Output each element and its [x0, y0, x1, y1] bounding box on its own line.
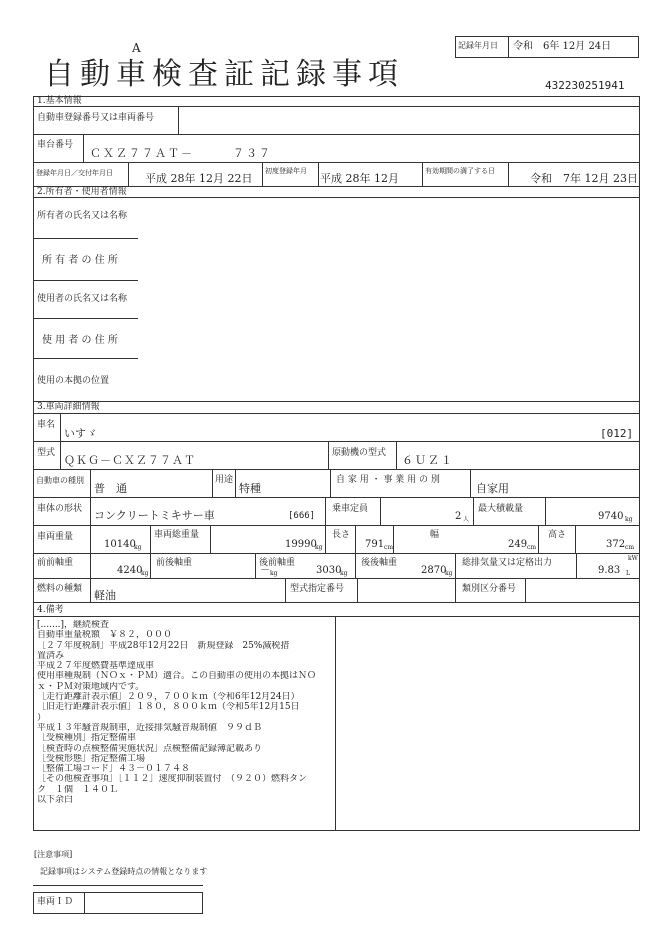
notes-list: [37, 620, 333, 805]
notes-line: ク １個 １４０Ｌ: [37, 784, 119, 795]
vehicle-kind-label: 自動車の種別: [36, 476, 84, 485]
displacement-value: 9.83: [598, 565, 621, 576]
private-business-label: 自 家 用 ・ 事 業 用 の 別: [336, 475, 440, 485]
notes-line: 平成２７年度燃費基準達成車: [37, 661, 155, 672]
chassis-number-value: ＣＸＺ７７ＡＴ－ ７３７: [90, 147, 272, 160]
body-shape-code: [666]: [288, 511, 316, 521]
front-front-axle-label: 前前軸重: [37, 558, 74, 568]
capacity-unit: 人: [463, 516, 470, 523]
model-value: ＱＫＧ－ＣＸＺ７７ＡＴ: [64, 454, 196, 467]
vehicle-weight-label: 車両重量: [37, 532, 74, 542]
page-mark: A: [132, 41, 141, 55]
displacement-unit-l: L: [626, 570, 630, 577]
body-shape-label: 車体の形状: [37, 504, 83, 514]
rear-front-axle-label: 後前軸重: [259, 558, 296, 568]
user-name-label: 使用者の氏名又は名称: [37, 294, 128, 304]
notes-line: ［受検形態］指定整備工場: [37, 753, 146, 764]
vehicle-kind-value: 普 通: [94, 482, 127, 495]
registration-date-value: 平成 28年 12月 22日: [145, 172, 253, 185]
capacity-value: 2: [455, 511, 462, 522]
rear-front-axle-value: 3030: [316, 565, 342, 576]
notes-line: ［走行距離計表示値］２０９，７００ｋｍ（令和6年12月24日）: [37, 692, 300, 703]
length-label: 長さ: [332, 530, 351, 540]
section-notes-heading: 4.備考: [37, 605, 64, 615]
owner-name-label: 所有者の氏名又は名称: [37, 211, 128, 221]
displacement-label: 総排気量又は定格出力: [462, 558, 553, 568]
owner-address-label: 所 有 者 の 住 所: [42, 255, 118, 266]
page-title: 自動車検査証記録事項: [44, 57, 404, 92]
first-registration-value: 平成 28年 12月: [320, 172, 399, 185]
vehicle-weight-value: 10140: [104, 539, 136, 550]
engine-model-value: ６ＵＺ１: [402, 454, 454, 467]
rear-front-axle-unit: kg: [340, 570, 348, 577]
vehicle-weight-unit: kg: [134, 544, 142, 551]
length-unit: cm: [384, 544, 394, 551]
notes-line: [.......]，継続検査: [37, 620, 110, 630]
base-location-label: 使用の本拠の位置: [37, 376, 110, 386]
maker-label: 車名: [37, 420, 56, 430]
height-unit: cm: [625, 544, 635, 551]
notes-line: 自動車重量税額 ￥８２，０００: [37, 630, 173, 641]
notes-line: 平成１３年騒音規制車，近接排気騒音規制値 ９９ｄＢ: [37, 722, 263, 733]
displacement-unit-kw: kW: [628, 555, 638, 562]
notes-line: 以下余白: [37, 795, 74, 806]
section-vehicle-heading: 3.車両詳細情報: [37, 402, 100, 412]
width-label: 幅: [430, 530, 440, 540]
max-load-value: 9740: [598, 511, 624, 522]
width-unit: cm: [527, 544, 537, 551]
notes-line: ｘ・ＰＭ対策地域内です。: [37, 681, 145, 692]
gross-weight-unit: kg: [315, 544, 323, 551]
section-basic-heading: 1.基本情報: [37, 96, 82, 106]
expiry-date-value: 令和 7年 12月 23日: [530, 172, 638, 185]
registration-date-label: 登録年月日／交付年月日: [36, 169, 113, 177]
height-label: 高さ: [548, 530, 567, 540]
rear-rear-axle-value: 2870: [421, 565, 447, 576]
usage-label: 用途: [215, 475, 234, 485]
notes-line: ［検査時の点検整備実施状況］点検整備記録簿記載あり: [37, 743, 263, 754]
gross-weight-label: 車両総重量: [154, 530, 200, 540]
usage-value: 特種: [239, 482, 261, 495]
maker-code: [012]: [600, 427, 634, 440]
width-value: 249: [508, 539, 528, 550]
rear-rear-axle-unit: kg: [445, 570, 453, 577]
expiry-date-label: 有効期間の満了する日: [425, 167, 495, 175]
front-front-axle-value: 4240: [117, 565, 143, 576]
record-date-label: 記録年月日: [458, 41, 498, 50]
type-designation-label: 型式指定番号: [290, 584, 345, 594]
private-business-value: 自家用: [476, 482, 509, 495]
maker-value: いすゞ: [64, 427, 97, 440]
capacity-label: 乗車定員: [332, 504, 369, 514]
notes-line: 置済み: [37, 650, 65, 661]
caution-heading: [注意事項]: [34, 850, 73, 859]
notes-line: ［その他検査事項］［１１２］速度抑制装置付 （９２０）燃料タン: [37, 774, 308, 785]
caution-text: 記録事項はシステム登録時点の情報となります: [40, 867, 208, 876]
user-address-label: 使 用 者 の 住 所: [42, 335, 118, 346]
gross-weight-value: 19990: [285, 539, 317, 550]
section-owner-heading: 2.所有者・使用者情報: [37, 187, 127, 197]
front-front-axle-unit: kg: [141, 570, 149, 577]
body-shape-value: コンクリートミキサー車: [94, 509, 215, 522]
classification-label: 類別区分番号: [462, 584, 517, 594]
max-load-unit: kg: [625, 516, 633, 523]
height-value: 372: [606, 539, 626, 550]
engine-model-label: 原動機の型式: [332, 448, 387, 458]
front-rear-axle-label: 前後軸重: [156, 558, 193, 568]
rear-rear-axle-label: 後後軸重: [361, 558, 398, 568]
notes-line: ）: [37, 712, 47, 723]
record-date-value: 令和 6年 12月 24日: [513, 41, 612, 52]
fuel-type-label: 燃料の種類: [37, 584, 83, 594]
first-registration-label: 初度登録年月: [265, 167, 307, 175]
notes-line: ［旧走行距離計表示値］１８０，８００ｋｍ（令和5年12月15日: [37, 702, 300, 713]
length-value: 791: [365, 539, 385, 550]
model-label: 型式: [37, 448, 56, 458]
chassis-number-label: 車台番号: [37, 140, 74, 150]
notes-line: ［２７年度税制］平成28年12月22日 新規登録 25%減税措: [37, 640, 290, 651]
max-load-label: 最大積載量: [478, 504, 524, 514]
notes-line: ［整備工場コード］４３－０１７４８: [37, 764, 191, 775]
front-rear-axle-value: －: [260, 565, 270, 576]
document-number: 432230251941: [545, 79, 625, 92]
front-rear-axle-unit: kg: [270, 570, 278, 577]
vehicle-id-label: 車両ＩＤ: [37, 897, 74, 907]
registration-number-label: 自動車登録番号又は車両番号: [37, 113, 155, 123]
notes-line: 使用車種規制（ＮＯｘ・ＰＭ）適合。この自動車の使用の本拠はＮＯ: [37, 671, 317, 682]
notes-line: ［受検種別］指定整備車: [37, 733, 137, 744]
fuel-type-value: 軽油: [94, 589, 116, 602]
